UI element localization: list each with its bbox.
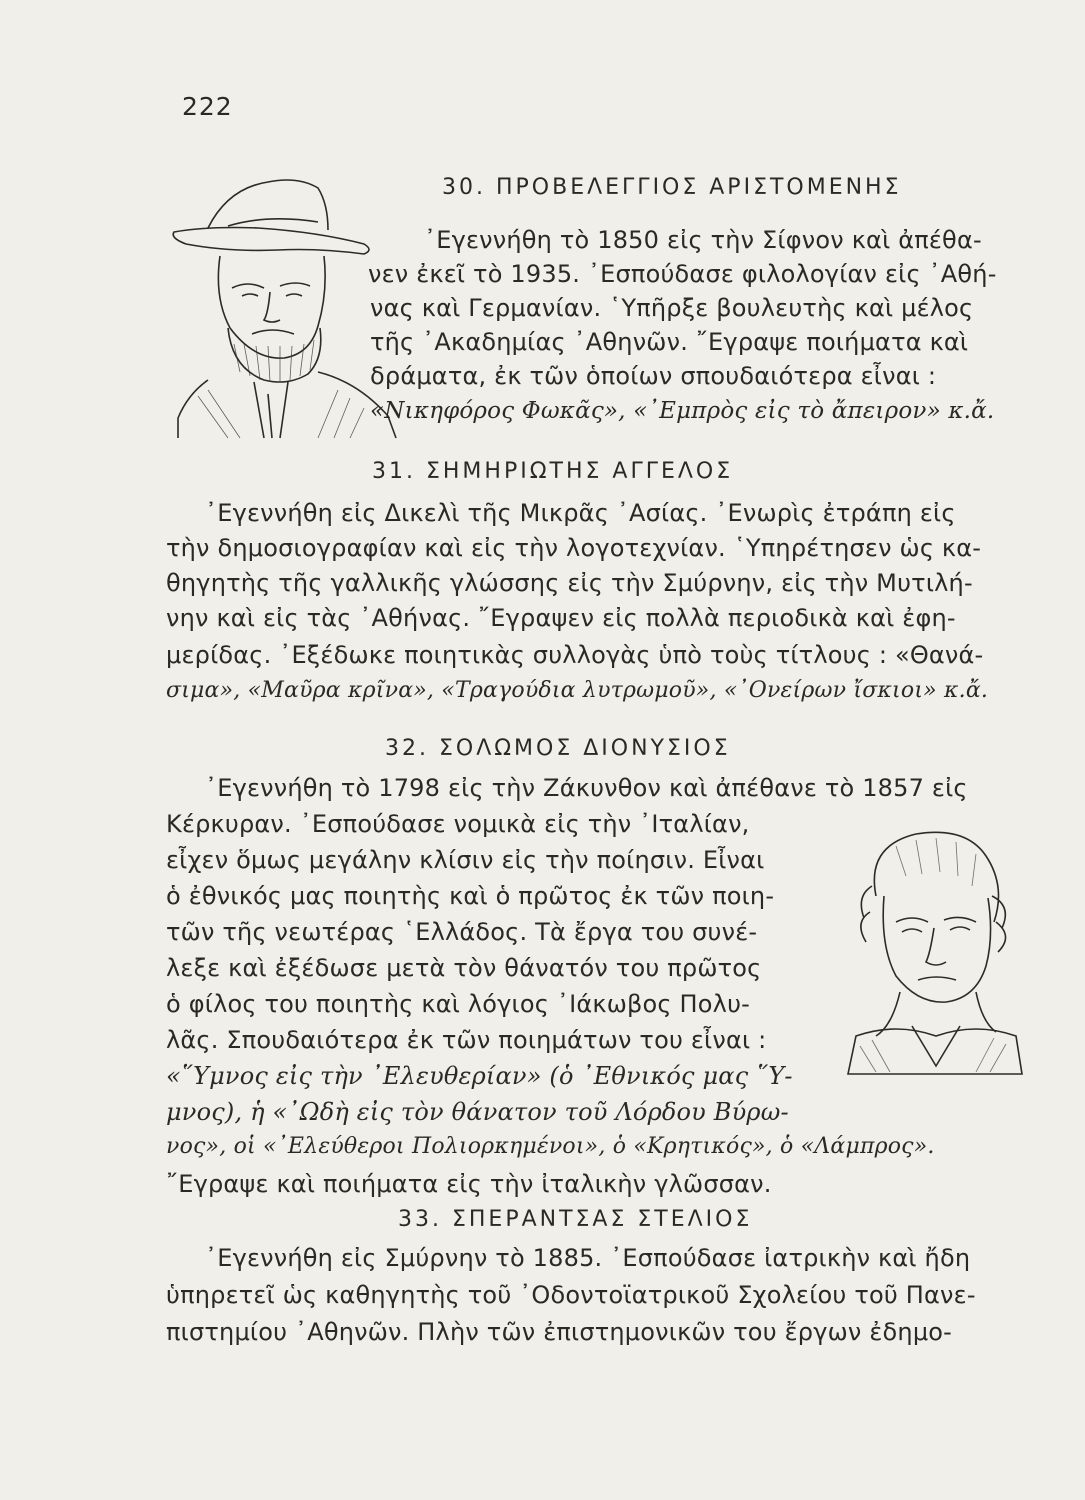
entry-text-line: «῞Υμνος εἰς τὴν ᾿Ελευθερίαν» (ὁ ᾿Εθνικός μας ῞Υ-: [166, 1062, 793, 1090]
entry-text-line: πιστημίου ᾿Αθηνῶν. Πλὴν τῶν ἐπιστημονικῶν του ἔργων ἐδημο-: [166, 1318, 953, 1346]
entry-text-line: σιμα», «Μαῦρα κρῖνα», «Τραγούδια λυτρωμοῦ», «᾿Ονείρων ἴσκιοι» κ.ἄ.: [166, 678, 989, 703]
entry-text-line: δράματα, ἐκ τῶν ὁποίων σπουδαιότερα εἶναι :: [370, 362, 937, 390]
entry-text-line: «Νικηφόρος Φωκᾶς», «᾿Εμπρὸς εἰς τὸ ἄπειρον» κ.ἄ.: [370, 398, 995, 424]
entry-text-line: Κέρκυραν. ᾿Εσπούδασε νομικὰ εἰς τὴν ᾿Ιταλίαν,: [166, 810, 750, 838]
entry-heading: 32. ΣΟΛΩΜΟΣ ΔΙΟΝΥΣΙΟΣ: [385, 736, 731, 761]
entry-text-line: θηγητὴς τῆς γαλλικῆς γλώσσης εἰς τὴν Σμύρνην, εἰς τὴν Μυτιλή-: [166, 569, 973, 597]
entry-text-line: ὑπηρετεῖ ὡς καθηγητὴς τοῦ ᾿Οδοντοϊατρικοῦ Σχολείου τοῦ Πανε-: [166, 1281, 976, 1309]
portrait-solomos-illustration: [836, 826, 1032, 1076]
entry-text-line: μερίδας. ᾿Εξέδωκε ποιητικὰς συλλογὰς ὑπὸ τοὺς τίτλους : «Θανά-: [166, 641, 984, 669]
entry-heading: 30. ΠΡΟΒΕΛΕΓΓΙΟΣ ΑΡΙΣΤΟΜΕΝΗΣ: [442, 175, 902, 200]
entry-heading: 33. ΣΠΕΡΑΝΤΣΑΣ ΣΤΕΛΙΟΣ: [398, 1207, 753, 1232]
entry-text-line: ᾿Εγεννήθη τὸ 1798 εἰς τὴν Ζάκυνθον καὶ ἀπέθανε τὸ 1857 εἰς: [205, 774, 968, 802]
entry-text-line: τὴν δημοσιογραφίαν καὶ εἰς τὴν λογοτεχνίαν. ῾Υπηρέτησεν ὡς κα-: [166, 534, 982, 562]
entry-text-line: ὁ ἐθνικός μας ποιητὴς καὶ ὁ πρῶτος ἐκ τῶν ποιη-: [166, 882, 775, 910]
entry-text-line: μνος), ἡ «᾿Ωδὴ εἰς τὸν θάνατον τοῦ Λόρδου Βύρω-: [166, 1098, 789, 1126]
entry-text-line: νεν ἐκεῖ τὸ 1935. ᾿Εσπούδασε φιλολογίαν εἰς ᾿Αθή-: [368, 260, 997, 288]
entry-text-line: ᾿Εγεννήθη τὸ 1850 εἰς τὴν Σίφνον καὶ ἀπέθα-: [424, 226, 982, 254]
entry-text-line: λᾶς. Σπουδαιότερα ἐκ τῶν ποιημάτων του εἶναι :: [166, 1026, 767, 1054]
page-number: 222: [182, 92, 233, 121]
entry-text-line: ᾿Εγεννήθη εἰς Σμύρνην τὸ 1885. ᾿Εσπούδασε ἰατρικὴν καὶ ἤδη: [205, 1244, 971, 1272]
entry-text-line: νην καὶ εἰς τὰς ᾿Αθήνας. ῎Εγραψεν εἰς πολλὰ περιοδικὰ καὶ ἐφη-: [166, 604, 956, 632]
entry-text-line: ᾿Εγεννήθη εἰς Δικελὶ τῆς Μικρᾶς ᾿Ασίας. ᾿Ενωρὶς ἐτράπη εἰς: [205, 499, 956, 527]
entry-heading: 31. ΣΗΜΗΡΙΩΤΗΣ ΑΓΓΕΛΟΣ: [372, 459, 734, 484]
entry-text-line: ῎Εγραψε καὶ ποιήματα εἰς τὴν ἰταλικὴν γλῶσσαν.: [166, 1170, 772, 1198]
entry-text-line: νος», οἱ «᾿Ελεύθεροι Πολιορκημένοι», ὁ «Κρητικός», ὁ «Λάμπρος».: [166, 1134, 935, 1159]
entry-text-line: τῶν τῆς νεωτέρας ῾Ελλάδος. Τὰ ἔργα του συνέ-: [166, 918, 758, 946]
entry-text-line: εἶχεν ὅμως μεγάλην κλίσιν εἰς τὴν ποίησιν. Εἶναι: [166, 846, 765, 874]
entry-text-line: λεξε καὶ ἐξέδωσε μετὰ τὸν θάνατόν του πρῶτος: [166, 954, 762, 982]
entry-text-line: ὁ φίλος του ποιητὴς καὶ λόγιος ᾿Ιάκωβος Πολυ-: [166, 990, 751, 1018]
entry-text-line: νας καὶ Γερμανίαν. ῾Υπῆρξε βουλευτὴς καὶ μέλος: [370, 294, 974, 322]
entry-text-line: τῆς ᾿Ακαδημίας ᾿Αθηνῶν. ῎Εγραψε ποιήματα καὶ: [370, 328, 969, 356]
